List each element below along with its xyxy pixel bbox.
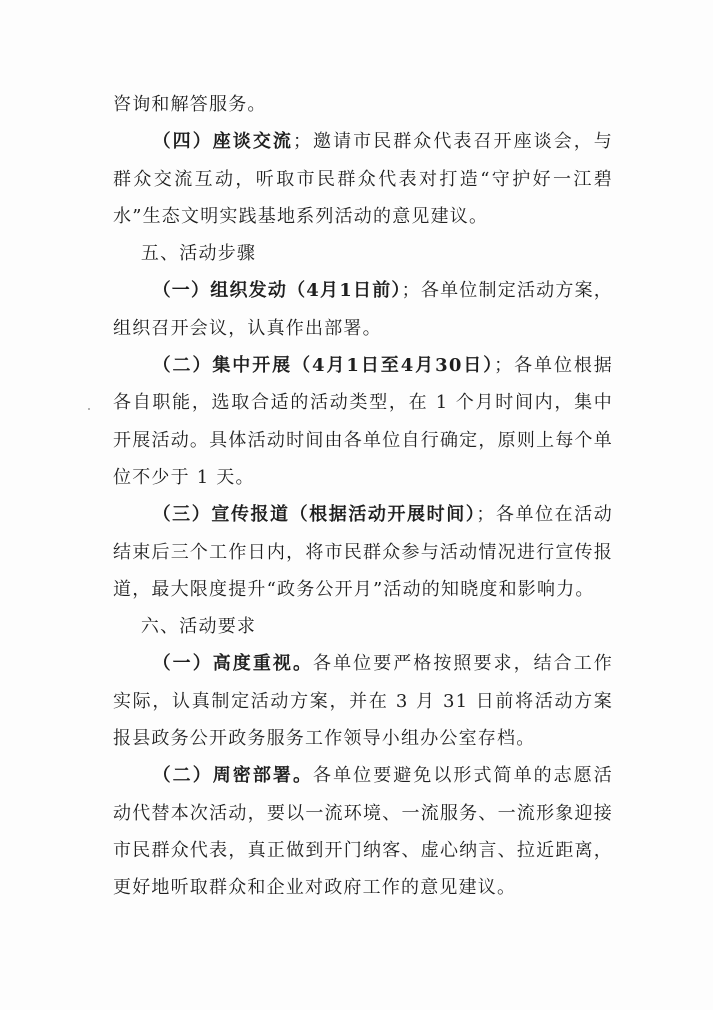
paragraph-organize-mobilize [113, 272, 613, 347]
paragraph-continuation [113, 86, 613, 123]
paragraph-lead: （四）座谈交流 [152, 131, 293, 153]
paragraph-body: ；各单位根据各自职能，选取合适的活动类型，在 1 个月时间内，集中开展活动。具体活动时间由各单位自行确定，原则上每个单位不少于 1 天。 [113, 355, 614, 488]
paragraph-lead: （三）宣传报道（根据活动开展时间） [152, 504, 477, 526]
section-heading-activity-steps: 五、活动步骤 [140, 243, 257, 265]
paragraph-publicity-report [113, 496, 613, 608]
paragraph-careful-deployment [113, 757, 613, 906]
paragraph-lead: （一）组织发动（4月1日前） [152, 280, 402, 302]
scan-speck [88, 408, 90, 410]
paragraph-body: 咨询和解答服务。 [113, 94, 267, 115]
section-heading-activity-requirements: 六、活动要求 [140, 616, 257, 638]
paragraph-lead: （二）集中开展（4月1日至4月30日） [152, 355, 495, 377]
paragraph-lead: （二）周密部署。 [152, 765, 314, 787]
document-body [113, 86, 613, 907]
paragraph-forum-exchange [113, 123, 613, 235]
paragraph-body: ；邀请市民群众代表召开座谈会，与群众交流互动，听取市民群众代表对打造“守护好一江碧水”生态文明实践基地系列活动的意见建议。 [113, 131, 613, 227]
paragraph-body: 各单位要严格按照要求，结合工作实际，认真制定活动方案，并在 3 月 31 日前将活动方案报县政务公开政务服务工作领导小组办公室存档。 [113, 653, 613, 750]
paragraph-body: ；各单位制定活动方案，组织召开会议，认真作出部署。 [113, 280, 613, 339]
paragraph-body: ；各单位在活动结束后三个工作日内，将市民群众参与活动情况进行宣传报道，最大限度提升“政务公开月”活动的知晓度和影响力。 [113, 504, 613, 600]
paragraph-high-attention [113, 645, 613, 757]
paragraph-lead: （一）高度重视。 [152, 653, 314, 675]
paragraph-concentrated-activity [113, 347, 613, 496]
paragraph-body: 各单位要避免以形式简单的志愿活动代替本次活动，要以一流环境、一流服务、一流形象迎接市民群众代表，真正做到开门纳客、虚心纳言、拉近距离，更好地听取群众和企业对政府工作的意见建议。 [113, 765, 613, 899]
